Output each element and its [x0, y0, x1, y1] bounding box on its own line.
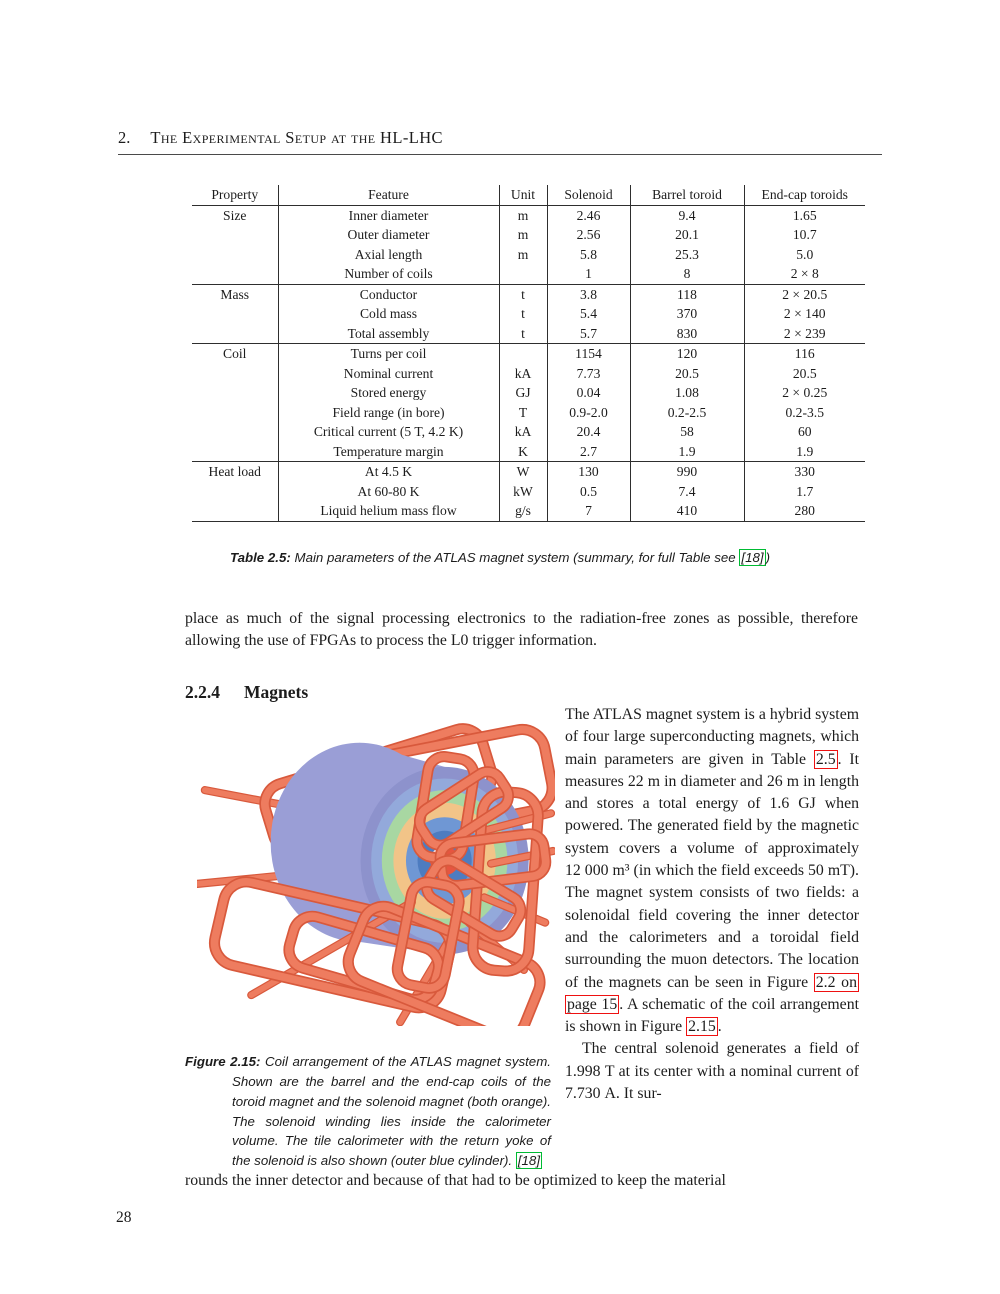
- value-cell: 2 × 140: [744, 304, 865, 324]
- body-text-column: [565, 704, 859, 1105]
- value-cell: t: [499, 324, 547, 344]
- citation-link[interactable]: [18]: [517, 1153, 541, 1169]
- feature-cell: Number of coils: [278, 264, 499, 284]
- value-cell: 280: [744, 501, 865, 521]
- section-heading: [185, 682, 308, 703]
- table-row: [192, 324, 865, 344]
- value-cell: 3.8: [547, 284, 630, 304]
- figure-coil-arrangement: [197, 707, 555, 1031]
- cross-reference-link[interactable]: 2.15: [688, 1018, 716, 1036]
- feature-cell: Total assembly: [278, 324, 499, 344]
- feature-cell: At 4.5 K: [278, 462, 499, 482]
- table-row: [192, 442, 865, 462]
- text-segment: Main parameters of the ATLAS magnet system (summary, for full Table see: [290, 550, 740, 566]
- value-cell: t: [499, 304, 547, 324]
- column-header-end-cap-toroids: End-cap toroids: [744, 185, 865, 205]
- value-cell: 120: [630, 344, 744, 364]
- chapter-title: The Experimental Setup at the HL-LHC: [150, 128, 443, 147]
- value-cell: 25.3: [630, 245, 744, 265]
- value-cell: 20.1: [630, 225, 744, 245]
- value-cell: 20.4: [547, 422, 630, 442]
- text-segment: Coil arrangement of the ATLAS magnet system. Shown are the barrel and the end-cap coils of the toroid magnet and the solenoid magnet (both orange). The solenoid winding lies inside the calorimeter volume. The tile calorimeter with the return yoke of the solenoid is also shown (outer blue cylinder).: [232, 1054, 551, 1169]
- table-caption-label: Table 2.5:: [229, 550, 291, 566]
- running-header: [118, 128, 882, 155]
- feature-cell: Outer diameter: [278, 225, 499, 245]
- table-caption-text: [291, 549, 770, 566]
- value-cell: 1.9: [630, 442, 744, 462]
- value-cell: 20.5: [744, 364, 865, 384]
- feature-cell: Liquid helium mass flow: [278, 501, 499, 521]
- property-cell: [192, 501, 278, 521]
- table-header-row: [192, 185, 865, 205]
- table-row: [192, 422, 865, 442]
- value-cell: 2 × 8: [744, 264, 865, 284]
- value-cell: 7: [547, 501, 630, 521]
- value-cell: 370: [630, 304, 744, 324]
- citation-link[interactable]: [18]: [741, 550, 764, 566]
- property-cell: Coil: [223, 346, 247, 361]
- table-row: [192, 264, 865, 284]
- table-caption: [163, 550, 837, 565]
- value-cell: K: [499, 442, 547, 462]
- value-cell: [499, 264, 547, 284]
- value-cell: 58: [630, 422, 744, 442]
- chapter-number: 2.: [118, 128, 131, 147]
- value-cell: m: [499, 245, 547, 265]
- value-cell: 1.9: [744, 442, 865, 462]
- property-cell: [192, 482, 278, 502]
- table-row: [192, 205, 865, 225]
- value-cell: 0.2-2.5: [630, 403, 744, 423]
- property-cell: [192, 304, 278, 324]
- feature-cell: Temperature margin: [278, 442, 499, 462]
- value-cell: 5.0: [744, 245, 865, 265]
- property-cell: [192, 442, 278, 462]
- value-cell: 60: [744, 422, 865, 442]
- value-cell: GJ: [499, 383, 547, 403]
- value-cell: 0.04: [547, 383, 630, 403]
- property-cell: [192, 403, 278, 423]
- value-cell: g/s: [499, 501, 547, 521]
- section-title: Magnets: [244, 681, 309, 702]
- figure-caption: [185, 1052, 551, 1171]
- feature-cell: Stored energy: [278, 383, 499, 403]
- property-cell: Size: [223, 207, 247, 223]
- text-segment: The central solenoid generates a field of 1.998 T at its center with a nominal current of 7.730 A. It sur-: [565, 1040, 859, 1103]
- text-segment: ): [765, 550, 771, 566]
- value-cell: 330: [744, 462, 865, 482]
- value-cell: 2.46: [547, 205, 630, 225]
- value-cell: 2 × 20.5: [744, 284, 865, 304]
- feature-cell: Inner diameter: [278, 205, 499, 225]
- table-row: [192, 225, 865, 245]
- value-cell: W: [499, 462, 547, 482]
- value-cell: kW: [499, 482, 547, 502]
- paragraph-central-solenoid: [565, 1038, 859, 1105]
- value-cell: m: [499, 225, 547, 245]
- value-cell: 5.4: [547, 304, 630, 324]
- table-row: [192, 501, 865, 521]
- value-cell: 0.2-3.5: [744, 403, 865, 423]
- property-cell: [192, 245, 278, 265]
- value-cell: m: [499, 205, 547, 225]
- column-header-unit: Unit: [499, 185, 547, 205]
- value-cell: 0.5: [547, 482, 630, 502]
- value-cell: 2 × 239: [744, 324, 865, 344]
- feature-cell: At 60-80 K: [278, 482, 499, 502]
- value-cell: 1: [547, 264, 630, 284]
- feature-cell: Axial length: [278, 245, 499, 265]
- value-cell: 5.7: [547, 324, 630, 344]
- value-cell: 1.08: [630, 383, 744, 403]
- paragraph-continuation-line: rounds the inner detector and because of that had to be optimized to keep the material: [185, 1172, 726, 1189]
- feature-cell: Conductor: [278, 284, 499, 304]
- section-number: 2.2.4: [185, 681, 220, 702]
- text-segment: The ATLAS magnet system is a hybrid system of four large superconducting magnets, which main parameters are given in Table: [565, 706, 859, 768]
- value-cell: 830: [630, 324, 744, 344]
- value-cell: 990: [630, 462, 744, 482]
- figure-caption-label: Figure 2.15:: [185, 1054, 261, 1070]
- value-cell: 2.7: [547, 442, 630, 462]
- value-cell: 116: [744, 344, 865, 364]
- value-cell: 1.65: [744, 205, 865, 225]
- table-row: [192, 383, 865, 403]
- paragraph-magnet-system: [565, 704, 859, 1038]
- value-cell: 1154: [547, 344, 630, 364]
- value-cell: t: [499, 284, 547, 304]
- table-row: [192, 403, 865, 423]
- magnet-parameters-table: [192, 185, 865, 522]
- property-cell: [192, 324, 278, 344]
- property-cell: [192, 225, 278, 245]
- table-row: [192, 245, 865, 265]
- cross-reference-link[interactable]: 2.5: [815, 750, 836, 768]
- column-header-barrel-toroid: Barrel toroid: [630, 185, 744, 205]
- property-cell: [192, 422, 278, 442]
- value-cell: 7.73: [547, 364, 630, 384]
- value-cell: [499, 344, 547, 364]
- value-cell: 7.4: [630, 482, 744, 502]
- figure-caption-text: [232, 1054, 551, 1169]
- value-cell: 20.5: [630, 364, 744, 384]
- table-row: [192, 304, 865, 324]
- value-cell: 118: [630, 284, 744, 304]
- value-cell: kA: [499, 422, 547, 442]
- feature-cell: Cold mass: [278, 304, 499, 324]
- text-segment: .: [717, 1018, 722, 1036]
- table-row: [192, 344, 865, 364]
- page-number: 28: [116, 1209, 132, 1226]
- property-cell: Heat load: [208, 464, 261, 479]
- property-cell: [192, 264, 278, 284]
- value-cell: 410: [630, 501, 744, 521]
- text-segment: . A schematic of the coil arrangement is shown in Figure: [565, 995, 859, 1036]
- feature-cell: Field range (in bore): [278, 403, 499, 423]
- value-cell: 0.9-2.0: [547, 403, 630, 423]
- column-header-property: Property: [211, 187, 259, 202]
- value-cell: 2 × 0.25: [744, 383, 865, 403]
- table-row: [192, 364, 865, 384]
- text-segment: . It measures 22 m in diameter and 26 m in length and stores a total energy of 1.6 GJ when powered. The generated field by the magnetic system covers a volume of approximately 12 000 m³ (in which the field exceeds 50 mT). The magnet system consists of two fields: a solenoidal field covering the inner detector and the calorimeters and a toroidal field surrounding the muon detectors. The location of the magnets can be seen in Figure: [565, 750, 859, 991]
- table-row: [192, 284, 865, 304]
- value-cell: 9.4: [630, 205, 744, 225]
- value-cell: 2.56: [547, 225, 630, 245]
- value-cell: 8: [630, 264, 744, 284]
- value-cell: T: [499, 403, 547, 423]
- property-cell: [192, 364, 278, 384]
- property-cell: Mass: [220, 286, 250, 302]
- value-cell: 5.8: [547, 245, 630, 265]
- figure-image-magnet-coils: [197, 707, 555, 1026]
- value-cell: 1.7: [744, 482, 865, 502]
- intro-paragraph: place as much of the signal processing electronics to the radiation-free zones as possible, therefore allowing the use of FPGAs to process the L0 trigger information.: [185, 609, 858, 650]
- feature-cell: Nominal current: [278, 364, 499, 384]
- feature-cell: Turns per coil: [278, 344, 499, 364]
- value-cell: kA: [499, 364, 547, 384]
- property-cell: [192, 383, 278, 403]
- value-cell: 10.7: [744, 225, 865, 245]
- table-row: [192, 462, 865, 482]
- column-header-feature: Feature: [278, 185, 499, 205]
- feature-cell: Critical current (5 T, 4.2 K): [278, 422, 499, 442]
- table-row: [192, 482, 865, 502]
- cross-reference-link[interactable]: 2.2 on page 15: [567, 973, 857, 1013]
- column-header-solenoid: Solenoid: [547, 185, 630, 205]
- value-cell: 130: [547, 462, 630, 482]
